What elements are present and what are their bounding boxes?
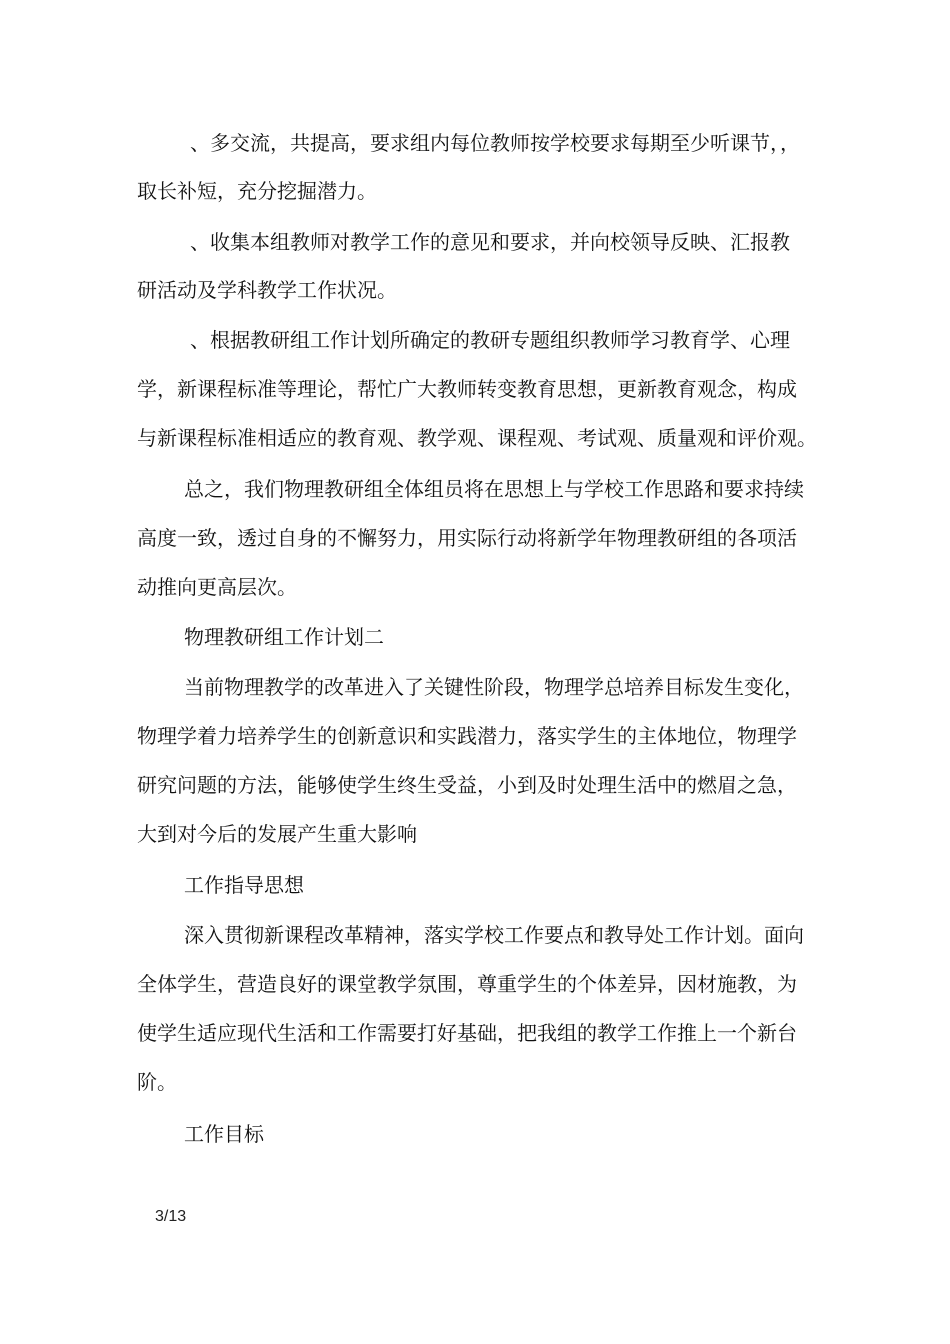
section-heading: 工作指导思想: [184, 873, 304, 897]
paragraph-line: 全体学生，营造良好的课堂教学氛围，尊重学生的个体差异，因材施教，为: [137, 972, 797, 996]
section-heading: 物理教研组工作计划二: [184, 625, 384, 649]
paragraph-line: 研活动及学科教学工作状况。: [137, 278, 397, 302]
paragraph-line: 与新课程标准相适应的教育观、教学观、课程观、考试观、质量观和评价观。: [137, 426, 817, 450]
page-number: 3/13: [155, 1208, 187, 1225]
paragraph-line: 物理学着力培养学生的创新意识和实践潜力，落实学生的主体地位，物理学: [137, 724, 797, 748]
paragraph-line: 取长补短，充分挖掘潜力。: [137, 179, 377, 203]
paragraph-line: 总之，我们物理教研组全体组员将在思想上与学校工作思路和要求持续: [184, 477, 804, 501]
paragraph-line: 、根据教研组工作计划所确定的教研专题组织教师学习教育学、心理: [190, 328, 790, 352]
section-heading: 工作目标: [184, 1122, 264, 1146]
paragraph-line: 、收集本组教师对教学工作的意见和要求，并向校领导反映、汇报教: [190, 230, 790, 254]
paragraph-line: 当前物理教学的改革进入了关键性阶段，物理学总培养目标发生变化，: [184, 675, 804, 699]
paragraph-line: 、多交流，共提高，要求组内每位教师按学校要求每期至少听课节，，: [190, 131, 800, 155]
paragraph-line: 阶。: [137, 1070, 177, 1094]
paragraph-line: 大到对今后的发展产生重大影响: [137, 822, 417, 846]
paragraph-line: 高度一致，透过自身的不懈努力，用实际行动将新学年物理教研组的各项活: [137, 526, 797, 550]
paragraph-line: 动推向更高层次。: [137, 575, 297, 599]
paragraph-line: 深入贯彻新课程改革精神，落实学校工作要点和教导处工作计划。面向: [184, 923, 804, 947]
paragraph-line: 研究问题的方法，能够使学生终生受益，小到及时处理生活中的燃眉之急，: [137, 773, 797, 797]
paragraph-line: 使学生适应现代生活和工作需要打好基础，把我组的教学工作推上一个新台: [137, 1021, 797, 1045]
paragraph-line: 学，新课程标准等理论，帮忙广大教师转变教育思想，更新教育观念，构成: [137, 377, 797, 401]
